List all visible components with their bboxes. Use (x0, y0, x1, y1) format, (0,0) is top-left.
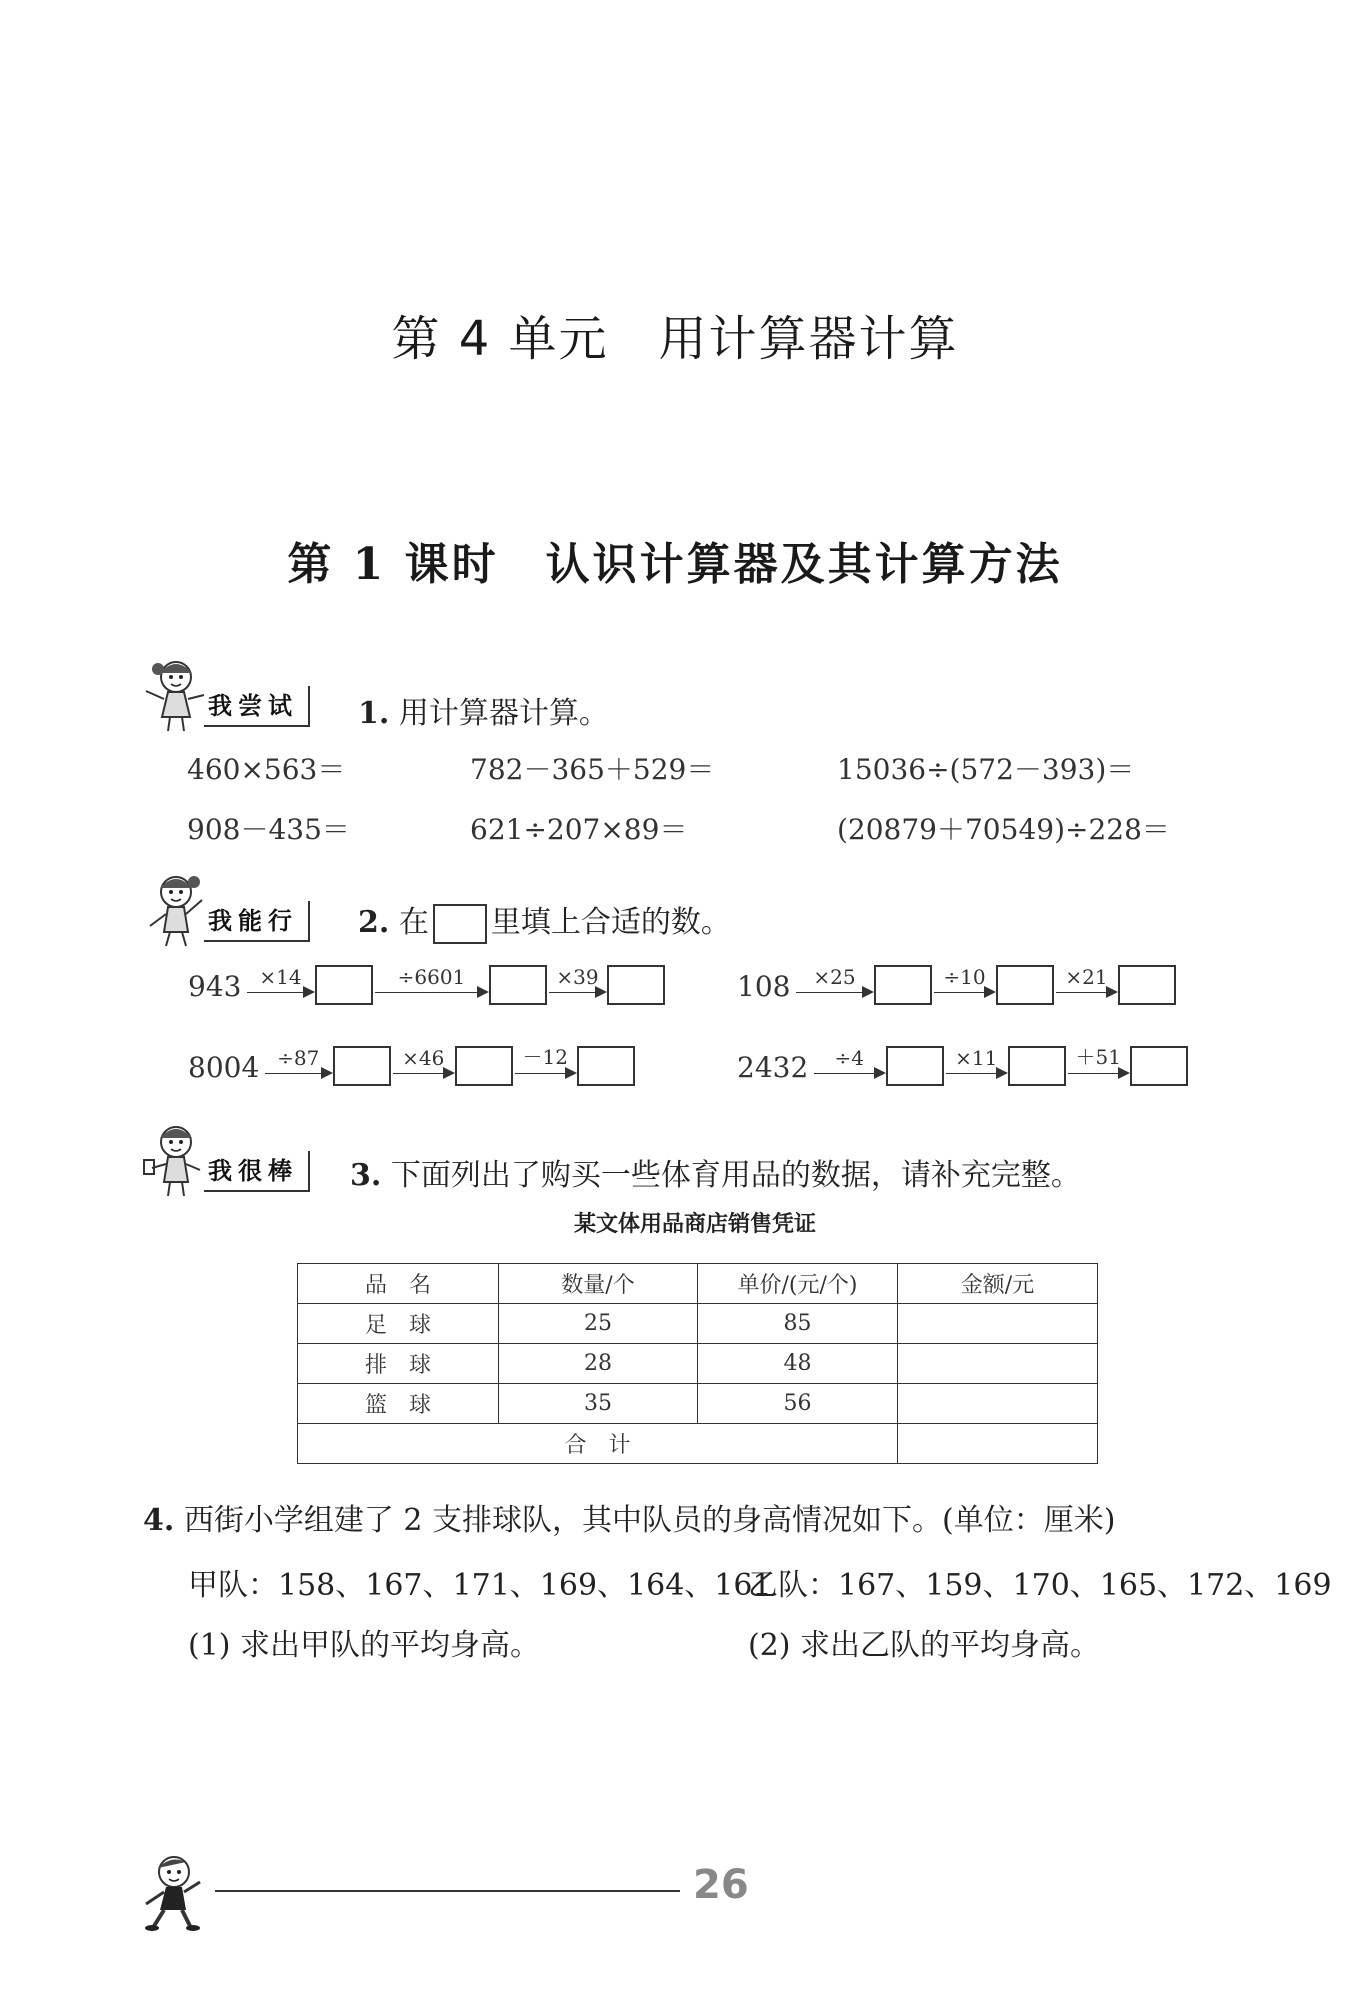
q3-text: 下面列出了购买一些体育用品的数据，请补充完整。 (390, 1158, 1081, 1193)
chain-op: ÷10 (943, 965, 986, 989)
answer-box[interactable] (333, 1046, 391, 1086)
header-cell: 数量/个 (499, 1264, 698, 1304)
chain-start: 2432 (737, 1051, 809, 1084)
mascot-boy-icon (140, 1852, 216, 1932)
q4-sub2: (2) 求出乙队的平均身高。 (748, 1628, 1101, 1663)
total-label: 合 计 (298, 1424, 898, 1464)
q4-number: 4. (143, 1503, 175, 1538)
calc-chain (188, 1046, 635, 1086)
sales-table (297, 1263, 1098, 1464)
q3-prompt (350, 1150, 1081, 1194)
header-cell: 单价/(元/个) (698, 1264, 898, 1304)
q3-badge-label: 我很棒 (204, 1151, 310, 1192)
table-header-row (298, 1264, 1098, 1304)
q4-sub1: (1) 求出甲队的平均身高。 (188, 1628, 541, 1663)
table-cell: 85 (698, 1304, 898, 1344)
q1-text: 用计算器计算。 (398, 696, 609, 731)
calc-chain (188, 965, 665, 1005)
answer-box-sample (433, 904, 487, 944)
footer-divider (215, 1890, 680, 1892)
table-cell: 足 球 (298, 1304, 499, 1344)
answer-box[interactable] (874, 965, 932, 1005)
q2-number: 2. (358, 905, 390, 940)
answer-box[interactable] (1130, 1046, 1188, 1086)
arrow-icon (1068, 1045, 1128, 1082)
chain-op: ×25 (813, 965, 856, 989)
header-cell: 品 名 (298, 1264, 499, 1304)
table-cell: 56 (698, 1384, 898, 1424)
chain-op: ×39 (556, 965, 599, 989)
arrow-icon (375, 965, 487, 1001)
chain-op: ×46 (402, 1046, 445, 1070)
team-b-heights: 乙队：167、159、170、165、172、169 (748, 1568, 1332, 1603)
chain-op: ÷4 (834, 1046, 864, 1070)
q3-badge (140, 1120, 310, 1198)
chain-start: 8004 (188, 1051, 260, 1084)
chain-op: ×14 (259, 965, 302, 989)
chain-start: 943 (188, 970, 242, 1003)
table-cell: 48 (698, 1344, 898, 1384)
chain-op: ×11 (955, 1046, 998, 1070)
mascot-girl-icon (140, 655, 210, 733)
arrow-icon (265, 1046, 331, 1082)
q1-number: 1. (358, 696, 390, 731)
answer-box[interactable] (886, 1046, 944, 1086)
table-cell: 35 (499, 1384, 698, 1424)
answer-box[interactable] (577, 1046, 635, 1086)
chain-op: ×21 (1065, 965, 1108, 989)
table-row (298, 1344, 1098, 1384)
q2-text-after: 里填上合适的数。 (490, 905, 731, 940)
q2-badge (140, 870, 310, 948)
table-row (298, 1304, 1098, 1344)
amount-cell[interactable] (898, 1304, 1098, 1344)
q1-badge-label: 我尝试 (204, 686, 310, 727)
amount-cell[interactable] (898, 1384, 1098, 1424)
table-total-row (298, 1424, 1098, 1464)
arrow-icon (934, 965, 994, 1001)
table-cell: 篮 球 (298, 1384, 499, 1424)
table-cell: 排 球 (298, 1344, 499, 1384)
q3-number: 3. (350, 1158, 382, 1193)
mascot-girl-icon (140, 1120, 210, 1198)
arrow-icon (247, 965, 313, 1001)
header-cell: 金额/元 (898, 1264, 1098, 1304)
total-amount-cell[interactable] (898, 1424, 1098, 1464)
answer-box[interactable] (996, 965, 1054, 1005)
q1-expr: 15036÷(572－393)＝ (837, 753, 1135, 786)
arrow-icon (549, 965, 605, 1001)
lesson-title: 第 1 课时 认识计算器及其计算方法 (287, 539, 1063, 590)
answer-box[interactable] (1118, 965, 1176, 1005)
chain-op: ÷6601 (397, 965, 466, 989)
unit-title: 第 4 单元 用计算器计算 (391, 311, 959, 367)
calc-chain (737, 1046, 1188, 1086)
q1-expr: 621÷207×89＝ (470, 813, 688, 846)
table-row (298, 1384, 1098, 1424)
arrow-icon (946, 1046, 1006, 1082)
amount-cell[interactable] (898, 1344, 1098, 1384)
chain-op: ÷87 (277, 1046, 320, 1070)
team-a-heights: 甲队：158、167、171、169、164、161 (188, 1568, 772, 1603)
q2-prompt (358, 897, 731, 944)
q1-expr: (20879＋70549)÷228＝ (837, 813, 1170, 846)
arrow-icon (1056, 965, 1116, 1001)
q4-text: 西街小学组建了 2 支排球队，其中队员的身高情况如下。(单位：厘米) (183, 1503, 1116, 1538)
q1-expr: 782－365＋529＝ (470, 753, 715, 786)
table-title: 某文体用品商店销售凭证 (573, 1212, 816, 1237)
answer-box[interactable] (489, 965, 547, 1005)
q4-prompt (143, 1495, 1115, 1539)
page-number: 26 (693, 1862, 749, 1908)
q1-prompt (358, 688, 609, 732)
chain-op: ＋51 (1075, 1045, 1121, 1069)
chain-start: 108 (737, 970, 791, 1003)
q1-expr: 908－435＝ (187, 813, 350, 846)
answer-box[interactable] (607, 965, 665, 1005)
table-cell: 28 (499, 1344, 698, 1384)
q1-badge (140, 655, 310, 733)
q2-badge-label: 我能行 (204, 901, 310, 942)
table-cell: 25 (499, 1304, 698, 1344)
q1-expr: 460×563＝ (187, 753, 346, 786)
answer-box[interactable] (455, 1046, 513, 1086)
calc-chain (737, 965, 1176, 1005)
arrow-icon (796, 965, 872, 1001)
sales-table-wrapper (297, 1263, 1098, 1464)
chain-op: －12 (522, 1045, 568, 1069)
arrow-icon (515, 1045, 575, 1082)
answer-box[interactable] (1008, 1046, 1066, 1086)
mascot-girl-icon (140, 870, 210, 948)
arrow-icon (814, 1046, 884, 1082)
q2-text-before: 在 (398, 905, 429, 940)
arrow-icon (393, 1046, 453, 1082)
answer-box[interactable] (315, 965, 373, 1005)
